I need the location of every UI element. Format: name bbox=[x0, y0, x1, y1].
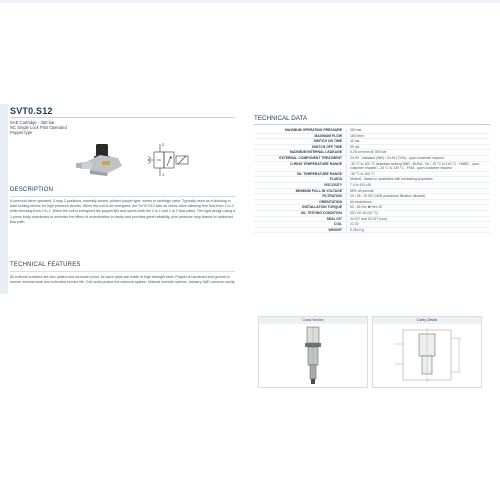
spec-value: ISO VG 46 (40 °C) bbox=[346, 211, 490, 216]
spec-value: 04.077 and 04.027 (con) bbox=[346, 217, 490, 222]
spec-value: 20 / 18 / 15 ISO 4406 (maximum filtration allowed) bbox=[346, 194, 490, 199]
spec-value: Mineral - based or synthetics with lubricating properties bbox=[346, 177, 490, 182]
spec-label: OIL TEMPERATURE RANGE bbox=[296, 171, 342, 176]
spec-value: 40 ms bbox=[346, 139, 490, 144]
spec-value: Zn-Fe - standard (96h) / Zn-Ni (720h) - upon customer request bbox=[346, 156, 490, 161]
description-divider bbox=[10, 196, 235, 197]
spec-label: INSTALLATION TORQUE bbox=[302, 205, 342, 210]
spec-label: ORIENTATION bbox=[319, 199, 342, 204]
technical-features-text: All external surfaces are zinc plated and corrosion proof. All valve parts are made of high strength steel. Poppet is hardened and ground to ensure minimal wear and extended service life. Coil seals protect the solenoid system. Manual override options. Industry SAE common cavity. bbox=[10, 275, 236, 285]
cavity-details-caption: Cavity Details bbox=[373, 317, 481, 324]
spec-value: 0,254 Kg bbox=[346, 228, 490, 233]
spec-value: 0,25 cm³/min @ 350 bar bbox=[346, 150, 490, 155]
coil-link[interactable]: 22.30 bbox=[350, 222, 359, 227]
spec-label: MAXIMUM OPERATING PRESSURE bbox=[284, 128, 342, 132]
subtitle-line-3: Poppet type bbox=[10, 130, 33, 135]
spec-label: SEAL KIT bbox=[326, 216, 342, 221]
product-code: SVT0.S12 bbox=[10, 106, 53, 116]
description-text: A solenoid valve operated, 2-way 2-positions, normally closed, piloted poppet type, screw-in cartridge valve. Typically used as a blocking or load holding device for high pressure circuits. When the coil is de-energized, the SVT0.S12 acts as check valve allowing free flow from 1 to 2, while blocking from 2 to 1. When the coil is energized the poppet lifts and opens both the 2 to 1 and 1 to 2 flow paths. The rigid design using a 1-piece body contributes to minimise the effect of eccentricities in cavity and provides great reliability, plus pressure drop thanks to optimized flow path. bbox=[10, 199, 236, 224]
spec-row bbox=[254, 162, 490, 172]
spec-label: FLUIDS bbox=[329, 177, 342, 182]
spec-value bbox=[346, 222, 490, 227]
subtitle-line-1: SAE Cartridge - 350 bar bbox=[10, 120, 55, 125]
cartridge-valve-image bbox=[72, 140, 132, 180]
hydraulic-symbol-image bbox=[142, 140, 200, 180]
description-heading: DESCRIPTION bbox=[10, 187, 54, 193]
spec-value: -30 °C to 100 °C bbox=[346, 172, 490, 177]
cavity-drawing bbox=[373, 324, 481, 386]
spec-label: FILTRATION bbox=[322, 194, 342, 199]
left-accent-strip bbox=[0, 104, 8, 294]
spec-value: 350 bar bbox=[346, 128, 490, 133]
technical-features-heading: TECHNICAL FEATURES bbox=[10, 262, 81, 268]
spec-value: 150 l/min bbox=[346, 134, 490, 139]
subtitle-line-2: NC Single Lock Pilot Operated bbox=[10, 125, 67, 130]
spec-label: SWITCH OFF TIME bbox=[311, 144, 342, 149]
spec-value: 85% of nominal bbox=[346, 189, 490, 194]
technical-data-divider bbox=[254, 124, 490, 125]
spec-value: No restrictions bbox=[346, 200, 490, 205]
technical-data-heading: TECHNICAL DATA bbox=[254, 115, 308, 122]
spec-value: -30 °C to 100 °C (standard sealing NBR - BUNA - N) / -25 °C to 140 °C - HNBR - upon customer request / -20 °C to 235 °C - FKM - upon customer request bbox=[346, 162, 490, 171]
spec-label: OIL TESTING CONDITION bbox=[300, 210, 342, 215]
technical-features-divider bbox=[10, 271, 235, 272]
spec-label: COIL bbox=[333, 222, 342, 227]
cavity-details-card[interactable] bbox=[372, 316, 482, 388]
cross-section-card[interactable] bbox=[258, 316, 368, 388]
top-border bbox=[0, 0, 500, 3]
spec-label: O-RING TEMPERATURE RANGE bbox=[290, 161, 342, 166]
spec-label: MAXIMUM INTERNAL LEAKAGE bbox=[289, 150, 342, 155]
cross-section-caption: Cross Section bbox=[259, 317, 367, 324]
spec-value: 90 ms bbox=[346, 145, 490, 150]
port-label-2: 2 bbox=[162, 142, 165, 147]
technical-data-table bbox=[254, 128, 490, 233]
spec-value: 7,4 to 420 cSt bbox=[346, 183, 490, 188]
spec-label: EXTERNAL COMPONENT TREATMENT bbox=[279, 155, 342, 160]
title-divider bbox=[10, 117, 235, 118]
port-label-1: 1 bbox=[162, 172, 165, 177]
spec-label: WEIGHT bbox=[328, 227, 342, 232]
spec-row bbox=[254, 228, 490, 234]
spec-label: MAXIMUM FLOW bbox=[314, 133, 342, 138]
cross-section-drawing bbox=[259, 324, 367, 386]
spec-value: 60 - 65 Nm ✱ Hex 32 bbox=[346, 205, 490, 210]
spec-label: VISCOSITY bbox=[323, 182, 342, 187]
spec-label: SWITCH ON TIME bbox=[313, 139, 342, 144]
spec-label: MINIMUM PULL-IN VOLTAGE bbox=[295, 188, 342, 193]
